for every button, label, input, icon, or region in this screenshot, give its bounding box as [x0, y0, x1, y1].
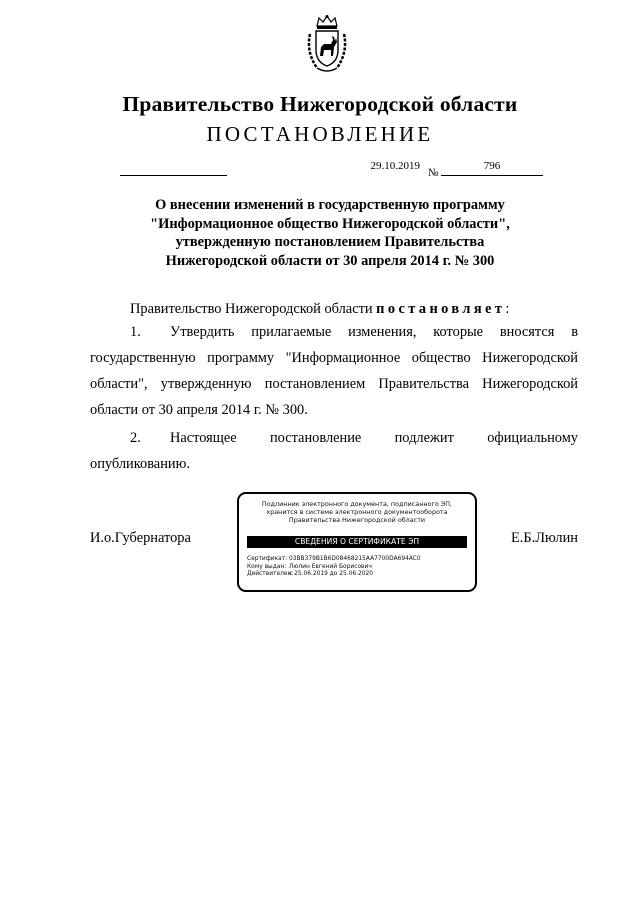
item-text: Утвердить прилагаемые изменения, которые вносятся в государственную программу "Информационное общество Нижегородской области", утвержденную постановлением Правительства Нижегородской области от 30 апреля 2014 г. № 300. [90, 324, 578, 418]
subject-line: утвержденную постановлением Правительства [175, 234, 485, 250]
list-item [90, 319, 578, 423]
number-underline [441, 175, 543, 176]
certificate-row [247, 556, 421, 564]
certificate-value: 03BB379B1B6D08468215AA7700DA694AC0 [289, 556, 421, 562]
subject-line: "Информационное общество Нижегородской области", [150, 215, 510, 232]
certificate-label: Сертификат: [247, 556, 288, 562]
valid-label: Действителен: [247, 571, 294, 578]
preamble-colon: : [505, 301, 510, 317]
document-subject [120, 196, 540, 270]
coat-of-arms-emblem [305, 14, 349, 74]
stamp-header-line: Правительства Нижегородской области [288, 516, 426, 524]
stamp-certificate-bar: СВЕДЕНИЯ О СЕРТИФИКАТЕ ЭП [247, 536, 467, 548]
signer-title: И.о.Губернатора [90, 530, 191, 546]
document-number: 796 [483, 160, 501, 172]
issued-label: Кому выдан: [247, 563, 287, 570]
preamble-text: Правительство Нижегородской области [130, 301, 377, 317]
government-name: Правительство Нижегородской области [122, 92, 518, 116]
electronic-signature-stamp [237, 492, 477, 592]
stamp-header-line: хранится в системе электронного документооборота [266, 508, 448, 516]
document-date: 29.10.2019 [370, 160, 420, 172]
list-item [90, 425, 578, 477]
issued-value: Люлин Евгений Борисович [289, 563, 372, 570]
stamp-header [239, 500, 475, 524]
item-number: 1. [130, 324, 141, 340]
subject-line: Нижегородской области от 30 апреля 2014 г. № 300 [165, 252, 495, 269]
item-text: Настоящее постановление подлежит официальному опубликованию. [90, 430, 578, 472]
signer-name: Е.Б.Люлин [511, 530, 578, 546]
stamp-header-line: Подлинник электронного документа, подписанного ЭП, [261, 500, 453, 508]
date-left-underline [120, 175, 227, 176]
valid-row [247, 571, 421, 579]
stamp-details [247, 556, 421, 579]
subject-line: О внесении изменений в государственную программу [155, 197, 505, 213]
document-type: ПОСТАНОВЛЕНИЕ [206, 122, 434, 146]
preamble-keyword: постановляет [376, 301, 506, 317]
number-sign: № [428, 167, 439, 179]
valid-value: с 25.06.2019 до 25.06.2020 [289, 571, 373, 578]
item-number: 2. [130, 430, 141, 446]
